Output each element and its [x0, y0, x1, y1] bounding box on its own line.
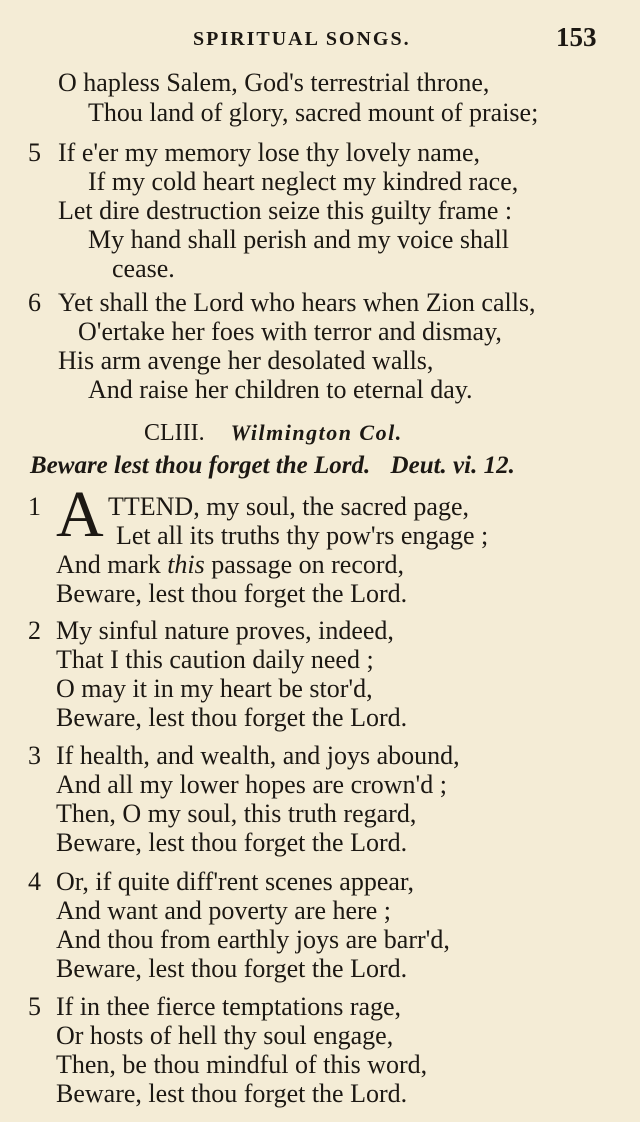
stanza-line: Or, if quite diff'rent scenes appear,: [56, 867, 415, 896]
scripture-reference: Deut. vi. 12.: [390, 452, 515, 479]
stanza-line: Beware, lest thou forget the Lord.: [56, 703, 408, 732]
tune-name: Wilmington Col.: [230, 420, 403, 445]
stanza-number: 5: [28, 992, 41, 1021]
verse-line: cease.: [112, 254, 175, 283]
stanza-line: If in thee fierce temptations rage,: [56, 992, 402, 1021]
verse-line: His arm avenge her desolated walls,: [58, 346, 434, 375]
stanza-line: Then, be thou mindful of this word,: [56, 1050, 428, 1079]
stanza-line: O may it in my heart be stor'd,: [56, 674, 373, 703]
stanza-number: 3: [28, 741, 41, 770]
verse-number: 6: [28, 288, 41, 317]
verse-line: Thou land of glory, sacred mount of praise;: [88, 98, 539, 127]
stanza-line: That I this caution daily need ;: [56, 645, 374, 674]
stanza-line: And mark this passage on record,: [56, 550, 405, 579]
stanza-line: Beware, lest thou forget the Lord.: [56, 828, 408, 857]
hymn-heading: [144, 420, 403, 447]
stanza-line: And thou from earthly joys are barr'd,: [56, 925, 450, 954]
stanza-line: And all my lower hopes are crown'd ;: [56, 770, 447, 799]
motto-text: Beware lest thou forget the Lord.: [30, 452, 371, 479]
verse-line: Let dire destruction seize this guilty frame :: [58, 196, 513, 225]
verse-line: If e'er my memory lose thy lovely name,: [58, 138, 481, 167]
stanza-number: 4: [28, 867, 41, 896]
verse-line: Yet shall the Lord who hears when Zion calls,: [58, 288, 536, 317]
stanza-number: 1: [28, 492, 41, 521]
verse-line: O'ertake her foes with terror and dismay,: [78, 317, 502, 346]
stanza-line: Beware, lest thou forget the Lord.: [56, 579, 408, 608]
verse-line: O hapless Salem, God's terrestrial throne,: [58, 68, 490, 97]
stanza-line: If health, and wealth, and joys abound,: [56, 741, 460, 770]
stanza-line: Beware, lest thou forget the Lord.: [56, 954, 408, 983]
page-number: 153: [556, 22, 597, 52]
verse-line: And raise her children to eternal day.: [88, 375, 473, 404]
verse-line: If my cold heart neglect my kindred race,: [88, 167, 519, 196]
stanza-line: My sinful nature proves, indeed,: [56, 616, 394, 645]
stanza-line: And want and poverty are here ;: [56, 896, 391, 925]
stanza-line: Beware, lest thou forget the Lord.: [56, 1079, 408, 1108]
hymn-number: CLIII.: [144, 420, 205, 446]
running-head: SPIRITUAL SONGS.: [193, 28, 411, 50]
verse-line: My hand shall perish and my voice shall: [88, 225, 509, 254]
drop-cap: A: [56, 478, 104, 551]
hymn-motto: [30, 452, 515, 480]
stanza-line: Let all its truths thy pow'rs engage ;: [116, 521, 489, 550]
page-header: [0, 22, 640, 56]
stanza-line: TTEND, my soul, the sacred page,: [108, 492, 470, 521]
verse-number: 5: [28, 138, 41, 167]
stanza-line: Or hosts of hell thy soul engage,: [56, 1021, 394, 1050]
stanza-line: Then, O my soul, this truth regard,: [56, 799, 417, 828]
stanza-number: 2: [28, 616, 41, 645]
